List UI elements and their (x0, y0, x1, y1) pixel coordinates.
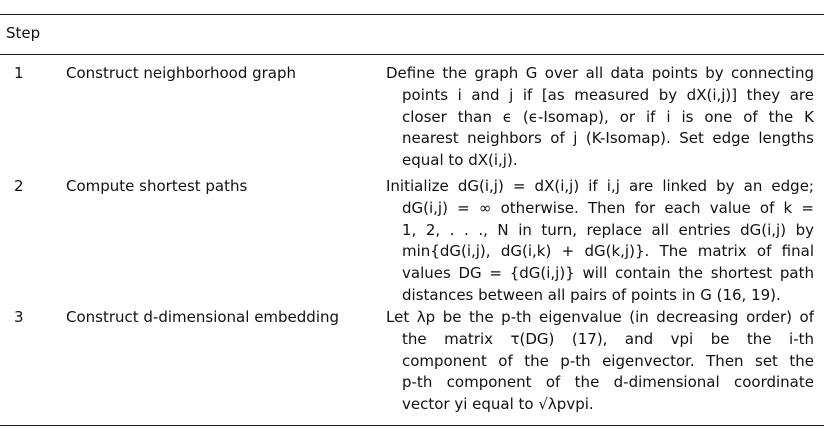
description-line: values DG = {dG(i,j)} will contain the shortest path (402, 264, 814, 283)
step-description (386, 63, 814, 172)
step-number: 1 (14, 64, 24, 82)
description-line: distances between all pairs of points in G (16, 19). (402, 285, 781, 304)
step-description (386, 307, 814, 416)
description-line: component of the p-th eigenvector. Then set the (402, 351, 814, 370)
description-line: min{dG(i,j), dG(i,k) + dG(k,j)}. The matrix of final (402, 242, 814, 261)
description-line: vector yi equal to √λpvpi. (402, 395, 594, 414)
description-line: Let λp be the p-th eigenvalue (in decreasing order) of (386, 308, 814, 326)
description-line: equal to dX(i,j). (402, 151, 518, 170)
description-line: p-th component of the d-dimensional coordinate (402, 373, 814, 392)
table-header-rule (0, 54, 824, 55)
description-line: Define the graph G over all data points by connecting (386, 64, 814, 82)
description-line: points i and j if [as measured by dX(i,j)] they are (402, 85, 814, 104)
step-number: 3 (14, 308, 24, 326)
description-line: dG(i,j) = ∞ otherwise. Then for each value of k = (402, 198, 814, 217)
step-description (386, 176, 814, 307)
table-bottom-rule (0, 425, 824, 426)
description-line: Initialize dG(i,j) = dX(i,j) if i,j are linked by an edge; (386, 177, 814, 195)
step-title: Construct d-dimensional embedding (66, 308, 340, 326)
step-title: Compute shortest paths (66, 177, 248, 195)
description-line: 1, 2, . . ., N in turn, replace all entries dG(i,j) by (402, 220, 814, 239)
description-line: nearest neighbors of j (K-Isomap). Set edge lengths (402, 129, 814, 148)
description-line: closer than ϵ (ϵ-Isomap), or if i is one of the K (402, 107, 814, 126)
step-title: Construct neighborhood graph (66, 64, 297, 82)
column-header-step: Step (6, 24, 41, 42)
step-number: 2 (14, 177, 24, 195)
table-top-rule (0, 14, 824, 15)
description-line: the matrix τ(DG) (17), and vpi be the i-th (402, 329, 814, 348)
